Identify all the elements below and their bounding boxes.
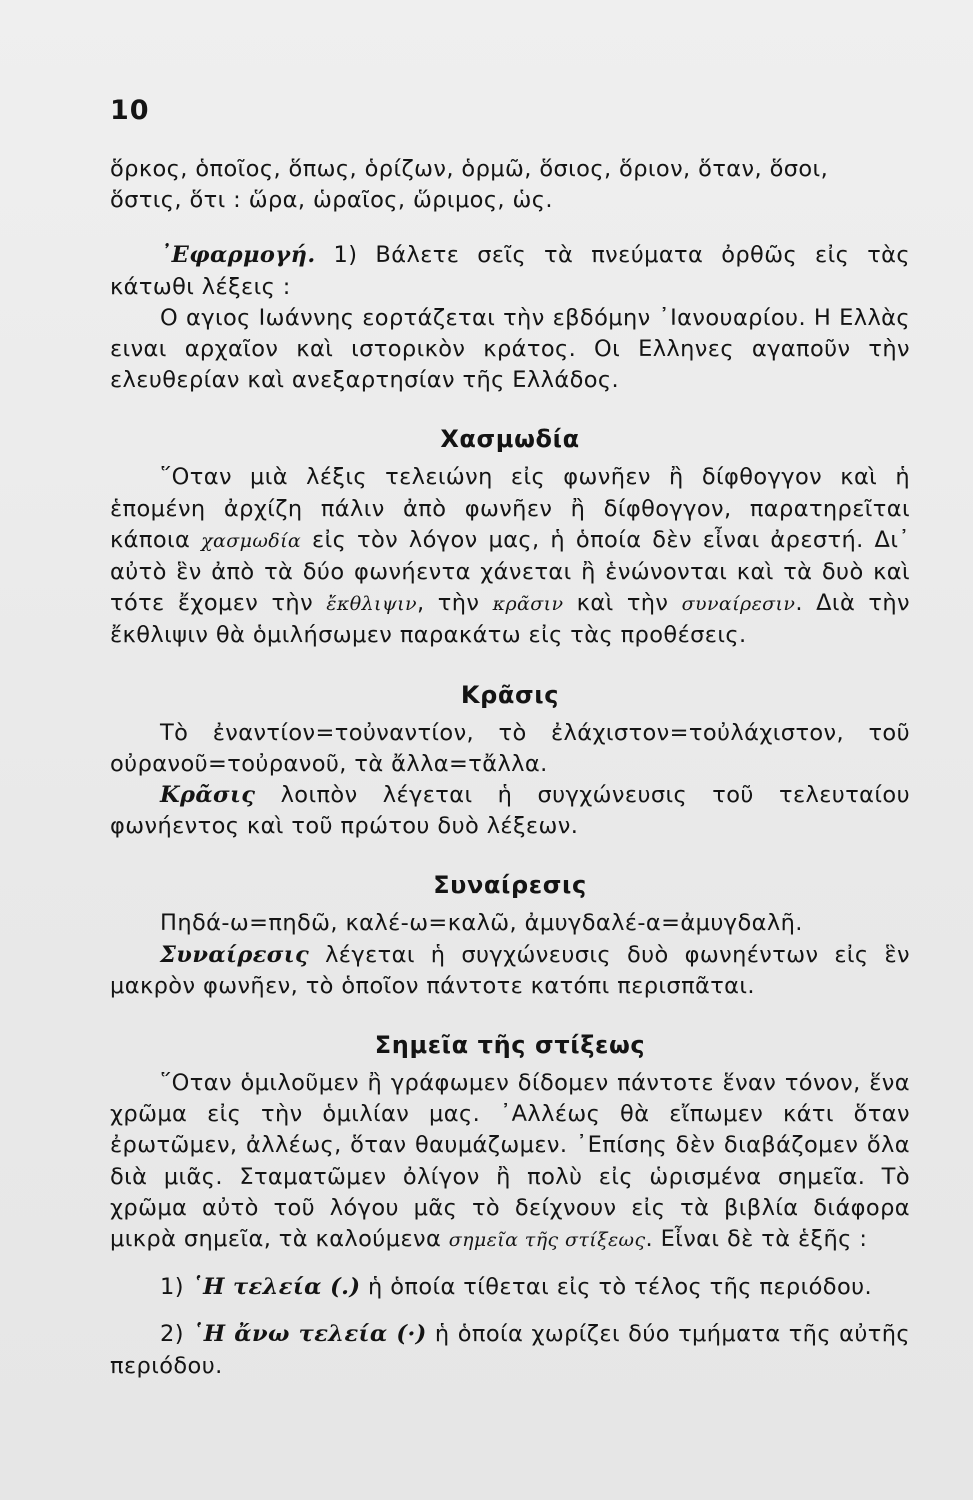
text-run: εἰς τὸν λόγον μας, ἡ ὁποία δὲν εἶναι ἀρεστή. Δι᾿ αὐτὸ ἓν ἀπὸ τὰ δύο φωνήεντα χάνεται ἢ ἑνώνονται καὶ τὰ δυὸ καὶ τότε ἔχομεν τὴν <box>110 526 910 617</box>
exercise-instruction <box>110 240 910 302</box>
hiatus-paragraph <box>110 462 910 651</box>
term-punctuation-marks: σημεῖα τῆς στίξεως <box>448 1229 646 1252</box>
punctuation-item <box>110 1319 910 1381</box>
item-term: ῾Η ἄνω τελεία (·) <box>192 1321 427 1348</box>
crasis-term: Κρᾶσις <box>160 782 256 809</box>
punctuation-paragraph <box>110 1068 910 1256</box>
section-title-hiatus: Χασμωδία <box>440 425 580 454</box>
synaeresis-examples: Πηδά-ω=πηδῶ, καλέ-ω=καλῶ, ἀμυγδαλέ-α=ἀμυγδαλῆ. <box>160 910 803 937</box>
text-run: ῞Οταν μιὰ λέξις τελειώνη εἰς φωνῆεν ἢ δίφθογγον καὶ ἡ ἑπομένη ἀρχίζη πάλιν ἀπὸ φωνῆεν ἢ δίφθογγον, παρατηρεῖται κάποια <box>110 464 910 553</box>
text-run: καὶ τὴν <box>563 590 682 617</box>
item-term: ῾Η τελεία (.) <box>191 1274 361 1301</box>
term-hiatus: χασμωδία <box>201 529 302 552</box>
synaeresis-term: Συναίρεσις <box>160 941 310 968</box>
synaeresis-definition <box>110 940 910 1002</box>
exercise-text: 1) Βάλετε σεῖς τὰ πνεύματα ὀρθῶς εἰς τὰς κάτωθι λέξεις : <box>110 242 910 300</box>
item-number: 2) <box>160 1321 193 1348</box>
text-run: ῞Οταν ὁμιλοῦμεν ἢ γράφωμεν δίδομεν πάντοτε ἕναν τόνον, ἕνα χρῶμα εἰς τὴν ὁμιλίαν μας. ᾿Αλλέως θὰ εἴπωμεν κάτι ὅταν ἐρωτῶμεν, ἀλλέως, ὅταν θαυμάζωμεν. ᾿Επίσης δὲν διαβάζομεν ὅλα διὰ μιᾶς. Σταματῶμεν ὀλίγον ἢ πολὺ εἰς ὡρισμένα σημεῖα. Τὸ χρῶμα αὐτὸ τοῦ λόγου μᾶς τὸ δείχνουν εἰς τὰ βιβλία διάφορα μικρὰ σημεῖα, τὰ καλούμενα <box>110 1070 910 1253</box>
page-text <box>110 154 910 1382</box>
item-number: 1) <box>160 1274 192 1301</box>
crasis-definition <box>110 780 910 842</box>
term-crasis: κρᾶσιν <box>492 593 564 616</box>
text-run: , τὴν <box>416 590 493 617</box>
intro-word-list <box>110 154 910 216</box>
page-number: 10 <box>110 95 150 126</box>
section-title-punctuation: Σημεῖα τῆς στίξεως <box>374 1031 646 1060</box>
exercise-label: ᾿Εφαρμογή. <box>160 242 316 269</box>
section-title-crasis: Κρᾶσις <box>460 680 560 709</box>
text-run: λέγεται ἡ συγχώνευσις δυὸ φωνηέντων εἰς ἓν μακρὸν φωνῆεν, τὸ ὁποῖον πάντοτε κατόπι περισπᾶται. <box>110 941 910 999</box>
intro-line: ὅρκος, ὁποῖος, ὅπως, ὁρίζων, ὁρμῶ, ὅσιος, ὅριον, ὅταν, ὅσοι, <box>110 156 829 182</box>
text-run: λοιπὸν λέγεται ἡ συγχώνευσις τοῦ τελευταίου φωνήεντος καὶ τοῦ πρώτου δυὸ λέξεων. <box>110 782 910 840</box>
item-text: ἡ ὁποία τίθεται εἰς τὸ τέλος τῆς περιόδου. <box>360 1274 873 1301</box>
crasis-examples: Τὸ ἐναντίον=τοὐναντίον, τὸ ἐλάχιστον=τοὐλάχιστον, τοῦ οὐρανοῦ=τοὐρανοῦ, τὰ ἄλλα=τἄλλα. <box>110 719 910 777</box>
punctuation-item <box>110 1272 910 1303</box>
exercise-sample: Ο αγιος Ιωάννης εορτάζεται τὴν εβδόμην ᾿Ιανουαρίου. Η Ελλὰς ειναι αρχαῖον καὶ ιστορικὸν κράτος. Οι Ελληνες αγαποῦν τὴν ελευθερίαν καὶ ανεξαρτησίαν τῆς Ελλάδος. <box>110 304 910 394</box>
term-synaeresis: συναίρεσιν <box>681 593 796 616</box>
section-title-synaeresis: Συναίρεσις <box>433 871 587 900</box>
text-run: . Εἶναι δὲ τὰ ἑξῆς : <box>645 1226 868 1253</box>
intro-line: ὅστις, ὅτι : ὥρα, ὡραῖος, ὥριμος, ὡς. <box>110 187 553 214</box>
text-run: . Διὰ τὴν ἔκθλιψιν θὰ ὁμιλήσωμεν παρακάτω εἰς τὰς προθέσεις. <box>110 590 910 649</box>
term-elision: ἔκθλιψιν <box>326 593 417 616</box>
item-text: ἡ ὁποία χωρίζει δύο τμήματα τῆς αὐτῆς περιόδου. <box>110 1321 910 1379</box>
